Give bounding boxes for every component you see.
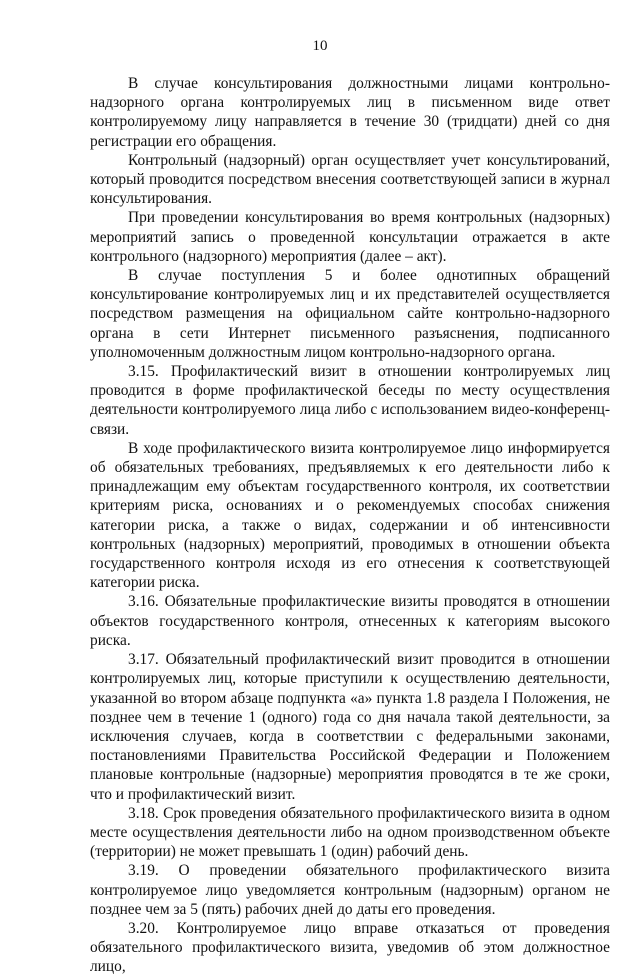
paragraph-3-20: 3.20. Контролируемое лицо вправе отказаться от проведения обязательного профилактического визита, уведомив об этом должностное лицо, [90,919,610,976]
paragraph-consultation-written-answer: В случае консультирования должностными лицами контрольно-надзорного органа контролируемых лиц в письменном виде ответ контролируемому лицу направляется в течение 30 (тридцати) дней со дня регистрации его обращения. [90,75,610,150]
paragraph-3-19: 3.19. О проведении обязательного профилактического визита контролируемое лицо уведомляется контрольным (надзорным) органом не позднее чем за 5 (пять) рабочих дней до даты его проведения. [90,862,610,918]
document-body [90,74,610,977]
paragraph-3-17: 3.17. Обязательный профилактический визит проводится в отношении контролируемых лиц, которые приступили к осуществлению деятельности, указанной во втором абзаце подпункта «а» пункта 1.8 раздела I Положения, не позднее чем в течение 1 (одного) года со дня начала такой деятельности, за исключения случаев, когда в соответствии с федеральными законами, постановлениями Правительства Российской Федерации и Положением плановые контрольные (надзорные) мероприятия проводятся в те же сроки, что и профилактический визит. [90,651,610,803]
paragraph-similar-requests: В случае поступления 5 и более однотипных обращений консультирование контролируемых лиц и их представителей осуществляется посредством размещения на официальном сайте контрольно-надзорного органа в сети Интернет письменного разъяснения, подписанного уполномоченным должностным лицом контрольно-надзорного органа. [90,267,610,361]
page-number: 10 [312,38,328,54]
paragraph-consultation-journal: Контрольный (надзорный) орган осуществляет учет консультирований, который проводится посредством внесения соответствующей записи в журнал консультирования. [90,151,610,208]
paragraph-3-15: 3.15. Профилактический визит в отношении контролируемых лиц проводится в форме профилактической беседы по месту осуществления деятельности контролируемого лица либо с использованием видео-конференц-связи. [90,363,610,438]
paragraph-3-16: 3.16. Обязательные профилактические визиты проводятся в отношении объектов государственного контроля, отнесенных к категориям высокого риска. [90,593,610,649]
paragraph-visit-informing: В ходе профилактического визита контролируемое лицо информируется об обязательных требованиях, предъявляемых к его деятельности либо к принадлежащим ему объектам государственного контроля, их соответствии критериям риска, основаниях и о рекомендуемых способах снижения категории риска, а также о видах, содержании и об интенсивности контрольных (надзорных) мероприятий, проводимых в отношении объекта государственного контроля исходя из его отнесения к соответствующей категории риска. [90,439,610,592]
paragraph-3-18: 3.18. Срок проведения обязательного профилактического визита в одном месте осуществления деятельности либо на одном производственном объекте (территории) не может превышать 1 (один) рабочий день. [90,804,610,861]
paragraph-consultation-during-events: При проведении консультирования во время контрольных (надзорных) мероприятий запись о проведенной консультации отражается в акте контрольного (надзорного) мероприятия (далее – акт). [90,209,610,265]
